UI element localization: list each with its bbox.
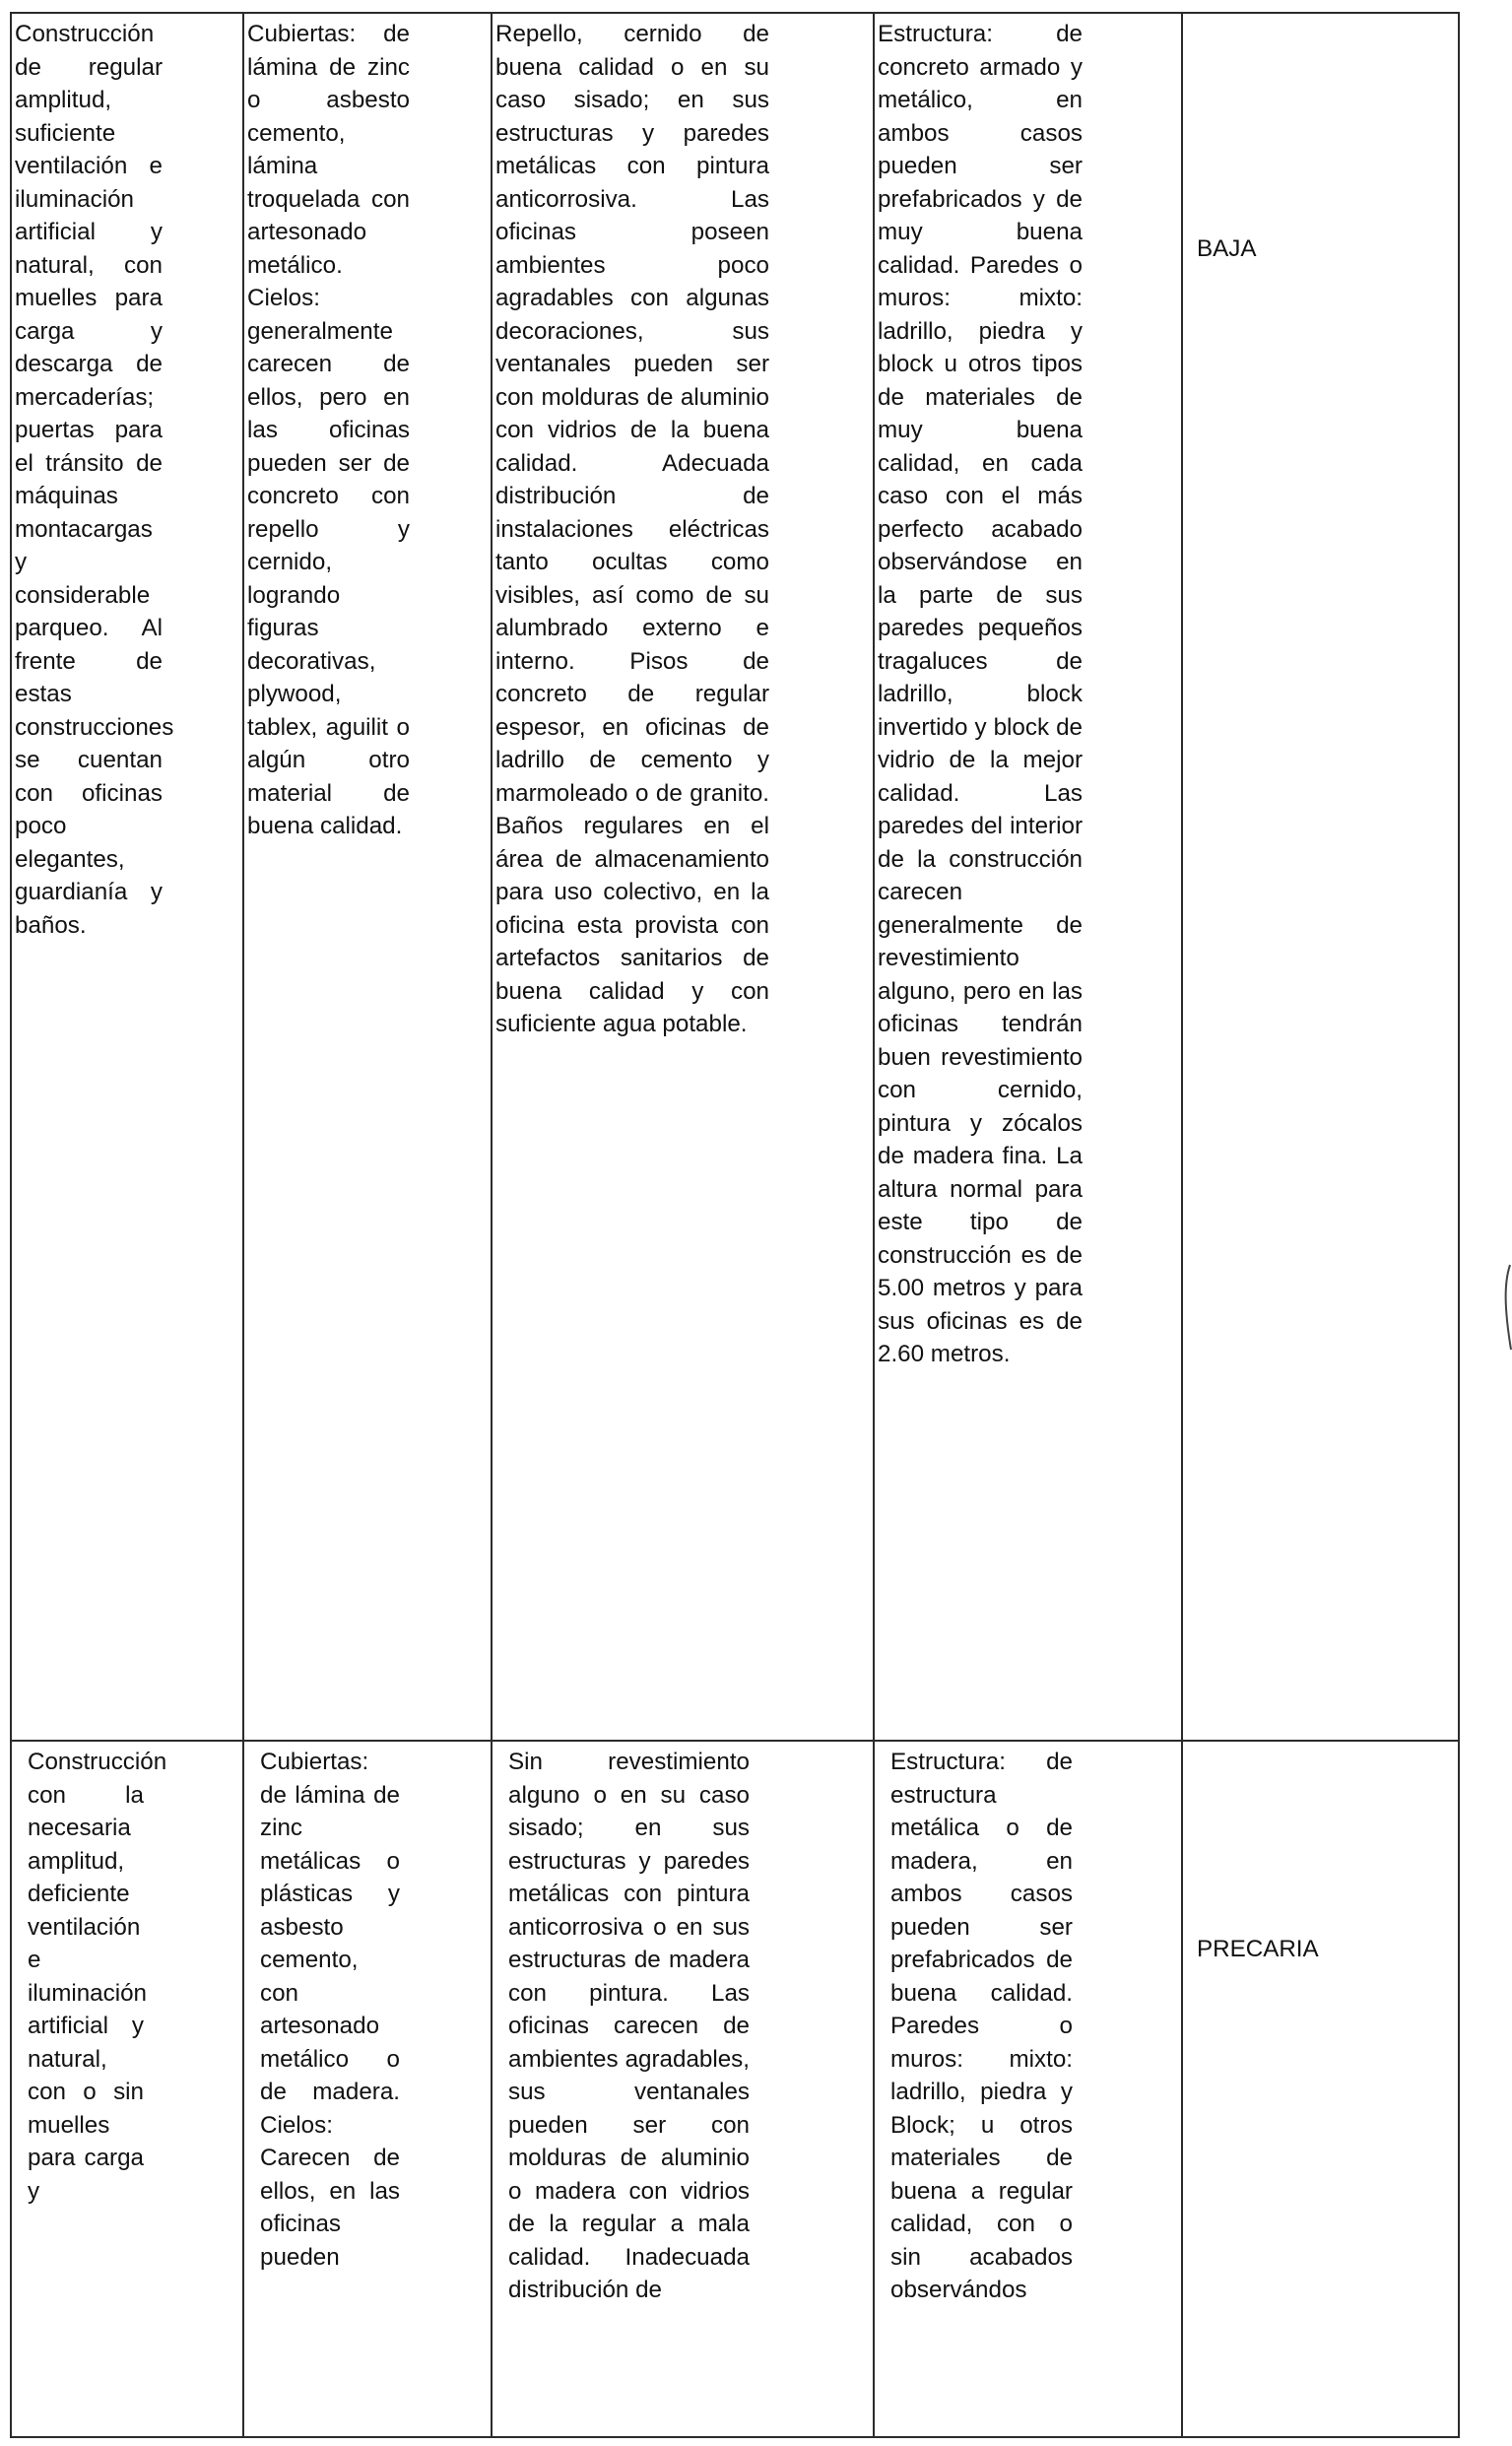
construction-description-cell [11, 13, 243, 1741]
quality-level-cell [1182, 13, 1459, 1741]
roofing-ceiling-text: Cubiertas: de lámina de zinc o asbesto cemento, lámina troquelada con artesonado metálico. Cielos: generalmente carecen de ellos, pero en las oficinas pueden ser de concreto con repello y cernido, logrando figuras decorativas, plywood, tablex, aguilit o algún otro material de buena calidad. [247, 21, 410, 839]
construction-description-text: Construcción con la necesaria amplitud, deficiente ventilación e iluminación artificial y natural, con o sin muelles para carga y [28, 1749, 167, 2205]
finishes-cell [492, 13, 874, 1741]
finishes-cell [492, 1741, 874, 2437]
construction-classification-table [10, 12, 1460, 2438]
finishes-text: Sin revestimiento alguno o en su caso sisado; en sus estructuras y paredes metálicas con pintura anticorrosiva o en sus estructuras de madera con pintura. Las oficinas carecen de ambientes agradables, sus ventanales pueden ser con molduras de aluminio o madera con vidrios de la regular a mala calidad. Inadecuada distribución de [508, 1749, 750, 2303]
quality-level-label: BAJA [1197, 235, 1257, 262]
finishes-text: Repello, cernido de buena calidad o en su caso sisado; en sus estructuras y paredes metálicas con pintura anticorrosiva. Las oficinas poseen ambientes poco agradables con algunas decoraciones, sus ventanales pueden ser con molduras de aluminio con vidrios de la buena calidad. Adecuada distribución de instalaciones eléctricas tanto ocultas como visibles, así como de su alumbrado externo e interno. Pisos de concreto de regular espesor, en oficinas de ladrillo de cemento y marmoleado o de granito. Baños regulares en el área de almacenamiento para uso colectivo, en la oficina esta provista con artefactos sanitarios de buena calidad y con suficiente agua potable. [495, 21, 769, 1037]
structure-text: Estructura: de concreto armado y metálico, en ambos casos pueden ser prefabricados y de muy buena calidad. Paredes o muros: mixto: ladrillo, piedra y block u otros tipos de materiales de muy buena calidad, en cada caso con el más perfecto acabado observándose en la parte de sus paredes pequeños tragaluces de ladrillo, block invertido y block de vidrio de la mejor calidad. Las paredes del interior de la construcción carecen generalmente de revestimiento alguno, pero en las oficinas tendrán buen revestimiento con cernido, pintura y zócalos de madera fina. La altura normal para este tipo de construcción es de 5.00 metros y para sus oficinas es de 2.60 metros. [878, 21, 1083, 1367]
construction-description-text: Construcción de regular amplitud, suficiente ventilación e iluminación artificial y natural, con muelles para carga y descarga de mercaderías; puertas para el tránsito de máquinas montacargas y considerable parqueo. Al frente de estas construcciones se cuentan con oficinas poco elegantes, guardianía y baños. [15, 21, 174, 939]
table-row [11, 13, 1459, 1741]
quality-level-cell [1182, 1741, 1459, 2437]
roofing-ceiling-cell [243, 13, 492, 1741]
roofing-ceiling-cell [243, 1741, 492, 2437]
structure-text: Estructura: de estructura metálica o de madera, en ambos casos pueden ser prefabricados de buena calidad. Paredes o muros: mixto: ladrillo, piedra y Block; u otros materiales de buena a regular calidad, con o sin acabados observándos [890, 1749, 1073, 2303]
structure-cell [874, 13, 1182, 1741]
structure-cell [874, 1741, 1182, 2437]
roofing-ceiling-text: Cubiertas: de lámina de zinc metálicas o plásticas y asbesto cemento, con artesonado metálico o de madera. Cielos: Carecen de ellos, en las oficinas pueden [260, 1749, 400, 2271]
quality-level-label: PRECARIA [1197, 1936, 1319, 1962]
construction-description-cell [11, 1741, 243, 2437]
scan-edge-mark [1502, 1263, 1512, 1352]
table-row [11, 1741, 1459, 2437]
